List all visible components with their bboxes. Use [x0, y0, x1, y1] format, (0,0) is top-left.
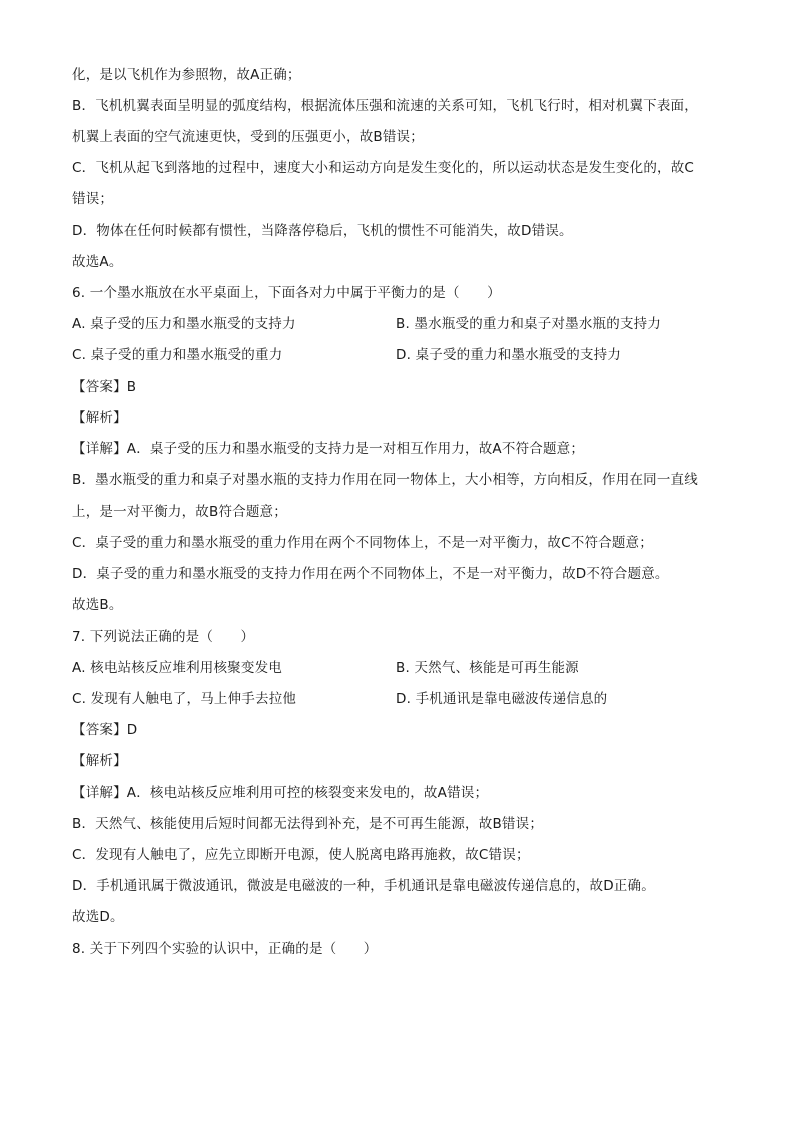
question-6-detail: 上，是一对平衡力，故B符合题意；	[72, 504, 287, 520]
question-6-detail: B．墨水瓶受的重力和桌子对墨水瓶的支持力作用在同一物体上，大小相等，方向相反，作用在同一直线	[72, 472, 698, 488]
question-6-detail: D．桌子受的重力和墨水瓶受的支持力作用在两个不同物体上，不是一对平衡力，故D不符合题意。	[72, 566, 669, 582]
question-6-option-c: C. 桌子受的重力和墨水瓶受的重力	[72, 347, 283, 363]
question-7-detail: 【详解】A．核电站核反应堆利用可控的核裂变来发电的，故A错误；	[72, 785, 489, 801]
question-7-conclusion: 故选D。	[72, 909, 124, 925]
question-7-option-b: B. 天然气、核能是可再生能源	[396, 660, 579, 676]
text-line: 故选A。	[72, 254, 123, 270]
question-6-conclusion: 故选B。	[72, 597, 123, 613]
question-6-stem: 6. 一个墨水瓶放在水平桌面上，下面各对力中属于平衡力的是（ ）	[72, 285, 501, 301]
question-7-option-c: C. 发现有人触电了，马上伸手去拉他	[72, 691, 297, 707]
question-6-detail: 【详解】A．桌子受的压力和墨水瓶受的支持力是一对相互作用力，故A不符合题意；	[72, 441, 585, 457]
question-7-option-d: D. 手机通讯是靠电磁波传递信息的	[396, 691, 608, 707]
question-6-analysis-label: 【解析】	[72, 410, 127, 426]
text-line: C．飞机从起飞到落地的过程中，速度大小和运动方向是发生变化的，所以运动状态是发生变化的，故C	[72, 160, 695, 176]
text-line: 错误；	[72, 191, 114, 207]
question-7-detail: B．天然气、核能使用后短时间都无法得到补充，是不可再生能源，故B错误；	[72, 816, 544, 832]
question-7-detail: C．发现有人触电了，应先立即断开电源，使人脱离电路再施救，故C错误；	[72, 847, 530, 863]
question-7-stem: 7. 下列说法正确的是（ ）	[72, 629, 255, 645]
question-6-option-a: A. 桌子受的压力和墨水瓶受的支持力	[72, 316, 296, 332]
question-6-answer: 【答案】B	[72, 379, 137, 395]
question-7-option-a: A. 核电站核反应堆利用核聚变发电	[72, 660, 282, 676]
text-line: B．飞机机翼表面呈明显的弧度结构，根据流体压强和流速的关系可知，飞机飞行时，相对机翼下表面，	[72, 98, 698, 114]
question-6-option-b: B. 墨水瓶受的重力和桌子对墨水瓶的支持力	[396, 316, 662, 332]
question-7-detail: D．手机通讯属于微波通讯，微波是电磁波的一种，手机通讯是靠电磁波传递信息的，故D正确。	[72, 878, 655, 894]
question-6-option-d: D. 桌子受的重力和墨水瓶受的支持力	[396, 347, 622, 363]
question-8-stem: 8. 关于下列四个实验的认识中，正确的是（ ）	[72, 941, 378, 957]
question-7-analysis-label: 【解析】	[72, 753, 127, 769]
text-line: 机翼上表面的空气流速更快，受到的压强更小，故B错误；	[72, 129, 424, 145]
text-line: D．物体在任何时候都有惯性，当降落停稳后，飞机的惯性不可能消失，故D错误。	[72, 223, 573, 239]
question-7-answer: 【答案】D	[72, 722, 138, 738]
text-line: 化，是以飞机作为参照物，故A正确；	[72, 67, 301, 83]
question-6-detail: C．桌子受的重力和墨水瓶受的重力作用在两个不同物体上，不是一对平衡力，故C不符合题意；	[72, 535, 653, 551]
